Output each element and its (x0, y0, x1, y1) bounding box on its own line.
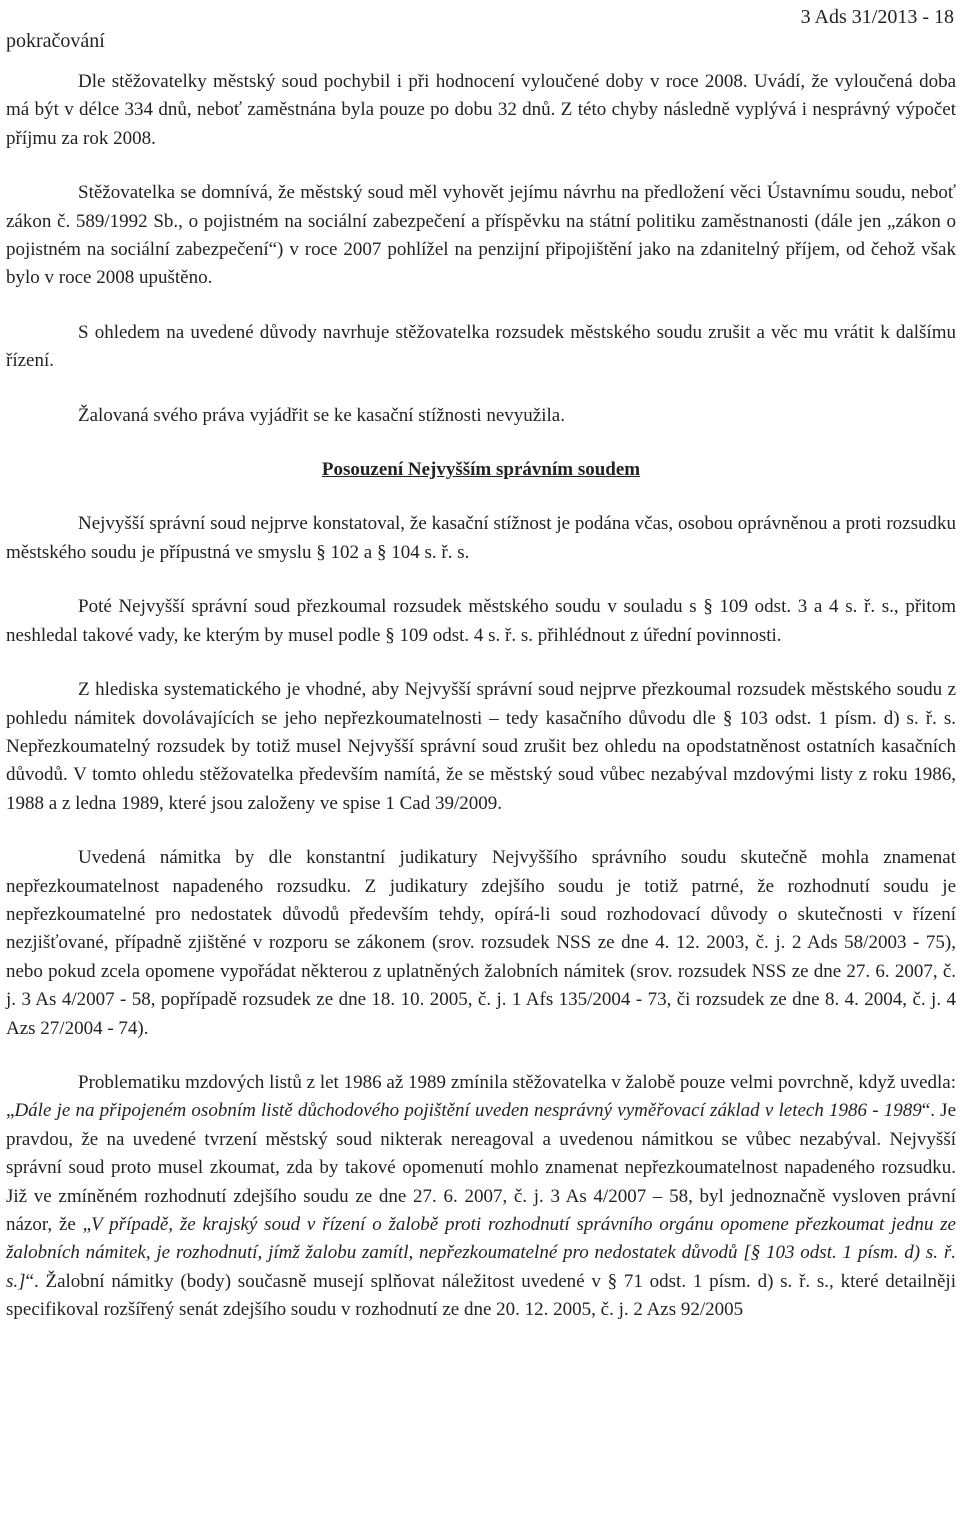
paragraph: S ohledem na uvedené důvody navrhuje stěžovatelka rozsudek městského soudu zrušit a věc mu vrátit k dalšímu řízení. (6, 321, 956, 372)
text-run: Problematiku mzdových listů z let 1986 až 1989 zmínila stěžovatelka v žalobě pouze velmi povrchně, když uvedla: „ (6, 1071, 956, 1122)
paragraph: Dle stěžovatelky městský soud pochybil i při hodnocení vyloučené doby v roce 2008. Uvádí, že vyloučená doba má být v délce 334 dnů, neboť zaměstnána byla pouze po dobu 32 dnů. Z této chyby následně vyplývá i nesprávný výpočet příjmu za rok 2008. (6, 71, 956, 149)
header-continuation: pokračování (6, 30, 105, 52)
quoted-italic-run: V případě, že krajský soud v řízení o žalobě proti rozhodnutí správního orgánu opomene přezkoumat jednu ze žalobních námitek, je rozhodnutí, jímž žalobu zamítl, nepřezkoumatelné pro nedostatek důvodů [§ 103 odst. 1 písm. d) s. ř. s.] (6, 1214, 956, 1292)
text-run: “. Žalobní námitky (body) současně musejí splňovat náležitost uvedené v § 71 odst. 1 písm. d) s. ř. s., které detailněji specifikoval rozšířený senát zdejšího soudu v rozhodnutí ze dne 20. 12. 2005, č. j. 2 Azs 92/2005 (6, 1270, 956, 1321)
document-page (6, 0, 956, 1521)
paragraph: Nejvyšší správní soud nejprve konstatoval, že kasační stížnost je podána včas, osobou oprávněnou a proti rozsudku městského soudu je přípustná ve smyslu § 102 a § 104 s. ř. s. (6, 513, 956, 563)
paragraph: Žalovaná svého práva vyjádřit se ke kasační stížnosti nevyužila. (78, 404, 565, 426)
paragraph-last (6, 1069, 956, 1325)
section-heading: Posouzení Nejvyšším správním soudem (321, 459, 641, 481)
document-body (6, 68, 956, 1351)
paragraph: Z hlediska systematického je vhodné, aby Nejvyšší správní soud nejprve přezkoumal rozsudek městského soudu z pohledu námitek dovolávajících se jeho nepřezkoumatelnosti – tedy kasačního důvodu dle § 103 odst. 1 písm. d) s. ř. s. Nepřezkoumatelný rozsudek by totiž musel Nejvyšší správní soud zrušit bez ohledu na opodstatněnost ostatních kasačních důvodů. V tomto ohledu stěžovatelka především namítá, že se městský soud vůbec nezabýval mzdovými listy z roku 1986, 1988 a z ledna 1989, které jsou založeny ve spise 1 Cad 39/2009. (6, 679, 956, 814)
text-run: “. Je pravdou, že na uvedené tvrzení městský soud nikterak nereagoval a uvedenou námitkou se vůbec nezabýval. Nejvyšší správní soud proto musel zkoumat, zda by takové opomenutí mohlo znamenat nepřezkoumatelnost napadeného rozsudku. Již ve zmíněném rozhodnutí zdejšího soudu ze dne 27. 6. 2007, č. j. 3 As 4/2007 – 58, byl jednoznačně vysloven právní názor, že „ (6, 1100, 957, 1235)
header-case-number: 3 Ads 31/2013 - 18 (800, 6, 954, 28)
paragraph: Poté Nejvyšší správní soud přezkoumal rozsudek městského soudu v souladu s § 109 odst. 3 a 4 s. ř. s., přitom neshledal takové vady, ke kterým by musel podle § 109 odst. 4 s. ř. s. přihlédnout z úřední povinnosti. (6, 596, 956, 646)
paragraph: Uvedená námitka by dle konstantní judikatury Nejvyššího správního soudu skutečně mohla znamenat nepřezkoumatelnost napadeného rozsudku. Z judikatury zdejšího soudu je totiž patrné, že rozhodnutí soudu je nepřezkoumatelné pro nedostatek důvodů především tehdy, opírá-li soud rozhodovací důvody o skutečnosti v řízení nezjišťované, případně zjištěné v rozporu se zákonem (srov. rozsudek NSS ze dne 4. 12. 2003, č. j. 2 Ads 58/2003 - 75), nebo pokud zcela opomene vypořádat některou z uplatněných žalobních námitek (srov. rozsudek NSS ze dne 27. 6. 2007, č. j. 3 As 4/2007 - 58, popřípadě rozsudek ze dne 18. 10. 2005, č. j. 1 Afs 135/2004 - 73, či rozsudek ze dne 8. 4. 2004, č. j. 4 Azs 27/2004 - 74). (6, 847, 956, 1039)
paragraph: Stěžovatelka se domnívá, že městský soud měl vyhovět jejímu návrhu na předložení věci Ústavnímu soudu, neboť zákon č. 589/1992 Sb., o pojistném na sociální zabezpečení a příspěvku na státní politiku zaměstnanosti (dále jen „zákon o pojistném na sociální zabezpečení“) v roce 2007 pohlížel na penzijní připojištění jako na zdanitelný příjem, od čehož však bylo v roce 2008 upuštěno. (6, 182, 956, 289)
quoted-italic-run: Dále je na připojeném osobním listě důchodového pojištění uveden nesprávný vyměřovací základ v letech 1986 - 1989 (14, 1100, 922, 1122)
